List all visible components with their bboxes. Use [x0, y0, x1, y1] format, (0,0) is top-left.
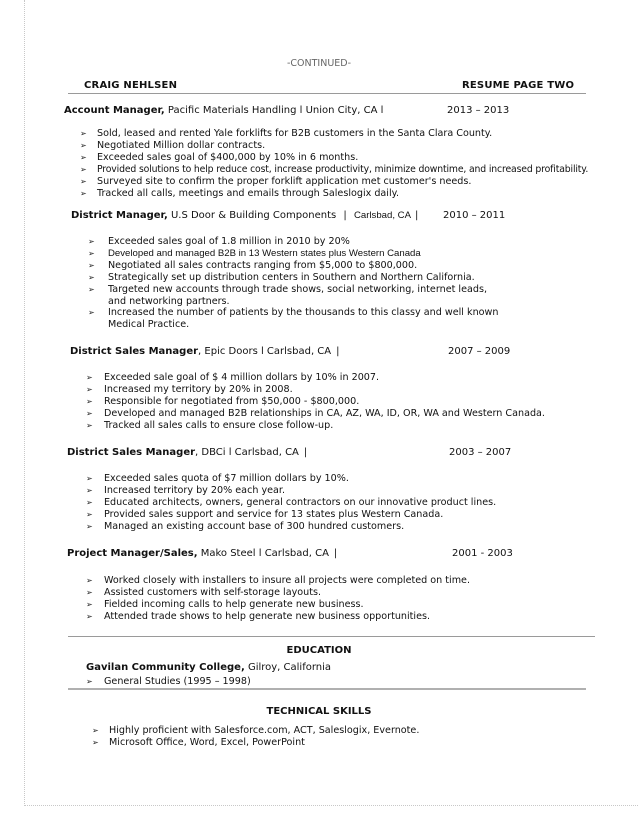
arrow-bullet-icon: ➢	[86, 474, 93, 483]
job-title: Account Manager,	[64, 105, 165, 116]
arrow-bullet-icon: ➢	[92, 726, 99, 735]
arrow-bullet-icon: ➢	[86, 587, 93, 597]
job-title: District Manager,	[71, 210, 168, 221]
job-bullets	[88, 236, 518, 331]
list-item: ➢ Provided sales support and service for 13 states plus Western Canada.	[86, 508, 444, 520]
job-company: Mako Steel l Carlsbad, CA	[197, 548, 329, 559]
school-name: Gavilan Community College,	[86, 662, 245, 673]
header-divider	[68, 93, 586, 94]
skills-bullets	[92, 725, 592, 749]
job-bullets	[80, 128, 620, 199]
arrow-bullet-icon: ➢	[86, 521, 93, 531]
arrow-bullet-icon: ➢	[88, 237, 95, 246]
education-line	[86, 662, 331, 673]
list-item: ➢ Exceeded sales goal of $400,000 by 10% in 6 months.	[80, 151, 359, 163]
list-item: ➢ Surveyed site to confirm the proper forklift application met customer's needs.	[80, 175, 472, 187]
arrow-bullet-icon: ➢	[86, 497, 93, 507]
job-dates: 2010 – 2011	[443, 210, 506, 221]
job-bullets	[86, 473, 586, 533]
job-dates: 2003 – 2007	[449, 447, 512, 458]
job-company: Pacific Materials Handling l Union City, CA l	[164, 105, 384, 116]
arrow-bullet-icon: ➢	[88, 260, 95, 270]
arrow-bullet-icon: ➢	[88, 248, 95, 258]
section-divider	[68, 688, 586, 690]
job-title: Project Manager/Sales,	[67, 548, 198, 559]
arrow-bullet-icon: ➢	[86, 420, 93, 430]
section-divider	[68, 636, 595, 637]
list-item: ➢ Exceeded sale goal of $ 4 million dollars by 10% in 2007.	[86, 372, 380, 383]
job-location: Carlsbad, CA	[353, 210, 411, 221]
arrow-bullet-icon: ➢	[86, 408, 93, 418]
list-item: ➢ Tracked all sales calls to ensure close follow-up.	[86, 419, 334, 431]
skills-heading: TECHNICAL SKILLS	[266, 706, 372, 717]
arrow-bullet-icon: ➢	[86, 509, 93, 519]
list-item: ➢ Targeted new accounts through trade shows, social networking, internet leads, and networking partners.	[88, 283, 487, 307]
job-dates: 2001 - 2003	[452, 548, 513, 559]
arrow-bullet-icon: ➢	[86, 373, 93, 382]
arrow-bullet-icon: ➢	[80, 152, 87, 162]
list-item: ➢ Increased territory by 20% each year.	[86, 484, 286, 496]
arrow-bullet-icon: ➢	[86, 384, 93, 394]
arrow-bullet-icon: ➢	[88, 284, 95, 294]
arrow-bullet-icon: ➢	[88, 308, 95, 318]
list-item: ➢ Highly proficient with Salesforce.com, ACT, Saleslogix, Evernote.	[92, 725, 420, 736]
job-title-line: District Sales Manager, Epic Doors l Carlsbad, CA |	[70, 346, 340, 357]
list-item: ➢ Exceeded sales quota of $7 million dollars by 10%.	[86, 473, 349, 484]
list-item: ➢ Fielded incoming calls to help generate new business.	[86, 598, 364, 610]
list-item: ➢ Worked closely with installers to insure all projects were completed on time.	[86, 575, 471, 586]
list-item: ➢ Attended trade shows to help generate new business opportunities.	[86, 610, 431, 622]
arrow-bullet-icon: ➢	[80, 129, 87, 138]
list-item: ➢ Tracked all calls, meetings and emails through Saleslogix daily.	[80, 187, 399, 199]
list-item: ➢ Sold, leased and rented Yale forklifts for B2B customers in the Santa Clara County.	[80, 128, 493, 139]
list-item: ➢ Educated architects, owners, general contractors on our innovative product lines.	[86, 496, 497, 508]
list-item: ➢ Increased my territory by 20% in 2008.	[86, 383, 293, 395]
list-item: ➢ Responsible for negotiated from $50,000 - $800,000.	[86, 395, 360, 407]
job-dates: 2007 – 2009	[448, 346, 511, 357]
list-item: ➢ Exceeded sales goal of 1.8 million in 2010 by 20%	[88, 236, 350, 247]
list-item: ➢ Negotiated all sales contracts ranging from $5,000 to $800,000.	[88, 259, 418, 271]
arrow-bullet-icon: ➢	[80, 176, 87, 186]
list-item: ➢ Microsoft Office, Word, Excel, PowerPoint	[92, 736, 305, 748]
job-company: , Epic Doors l Carlsbad, CA	[198, 346, 332, 357]
education-heading: EDUCATION	[286, 645, 352, 656]
arrow-bullet-icon: ➢	[86, 611, 93, 621]
list-item: ➢ General Studies (1995 – 1998)	[86, 676, 251, 687]
list-item: ➢ Managed an existing account base of 300 hundred customers.	[86, 520, 405, 532]
list-item: ➢ Negotiated Million dollar contracts.	[80, 139, 266, 151]
list-item: ➢ Strategically set up distribution centers in Southern and Northern California.	[88, 271, 475, 283]
job-bullets	[86, 372, 586, 432]
job-title-line	[64, 105, 383, 116]
job-title-line: District Manager, U.S Door & Building Components | Carlsbad, CA |	[71, 210, 419, 221]
arrow-bullet-icon: ➢	[86, 576, 93, 585]
job-title: District Sales Manager	[70, 346, 199, 357]
list-item: ➢ Developed and managed B2B in 13 Western states plus Western Canada	[88, 247, 421, 259]
continued-label: -CONTINUED-	[286, 58, 352, 69]
job-title-line: Project Manager/Sales, Mako Steel l Carlsbad, CA |	[67, 548, 338, 559]
list-item: ➢ Increased the number of patients by the thousands to this classy and well known Medical Practice.	[88, 307, 499, 331]
education-bullets	[86, 676, 486, 688]
list-item: ➢ Provided solutions to help reduce cost, increase productivity, minimize downtime, and increased profitability.	[80, 163, 589, 175]
job-company: , DBCi l Carlsbad, CA	[195, 447, 299, 458]
job-title: District Sales Manager	[67, 447, 196, 458]
arrow-bullet-icon: ➢	[80, 164, 87, 174]
arrow-bullet-icon: ➢	[86, 599, 93, 609]
header-name: CRAIG NEHLSEN	[84, 80, 178, 91]
list-item: ➢ Assisted customers with self-storage layouts.	[86, 586, 322, 598]
job-title-line: District Sales Manager, DBCi l Carlsbad, CA |	[67, 447, 308, 458]
list-item: ➢ Developed and managed B2B relationships in CA, AZ, WA, ID, OR, WA and Western Canada.	[86, 407, 545, 419]
arrow-bullet-icon: ➢	[80, 140, 87, 150]
job-bullets	[86, 575, 586, 623]
job-company: U.S Door & Building Components	[167, 210, 337, 221]
arrow-bullet-icon: ➢	[86, 485, 93, 495]
header-page-label: RESUME PAGE TWO	[462, 80, 575, 91]
school-location: Gilroy, California	[244, 662, 332, 673]
arrow-bullet-icon: ➢	[86, 396, 93, 406]
job-dates: 2013 – 2013	[447, 105, 510, 116]
arrow-bullet-icon: ➢	[86, 677, 93, 686]
arrow-bullet-icon: ➢	[88, 272, 95, 282]
arrow-bullet-icon: ➢	[80, 188, 87, 198]
arrow-bullet-icon: ➢	[92, 737, 99, 747]
